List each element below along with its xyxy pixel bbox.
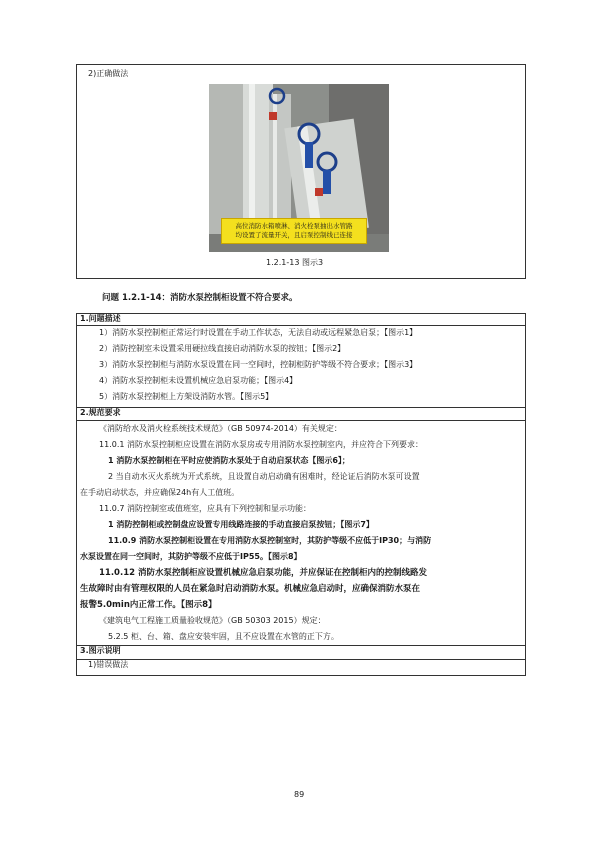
pipe-photo xyxy=(209,84,389,252)
divider-1 xyxy=(77,325,525,326)
spec-line: 11.0.1 消防水泵控制柜应设置在消防水泵房或专用消防水泵控制室内，并应符合下列要求： xyxy=(99,440,423,449)
spec-line: 1 消防控制柜或控制盘应设置专用线路连接的手动直接启泵按钮；【图示7】 xyxy=(108,520,374,529)
section1-item: 1）消防水泵控制柜正常运行时设置在手动工作状态，无法自动或远程紧急启泵；【图示1】 xyxy=(99,328,418,337)
photo-label-line2: 均设置了流量开关，且启泵控制线已连接 xyxy=(235,231,353,239)
figure-caption: 1.2.1-13 图示3 xyxy=(266,258,324,267)
divider-3 xyxy=(77,420,525,421)
section2-heading: 2.规范要求 xyxy=(80,408,121,417)
spec-line: 5.2.5 柜、台、箱、盘应安装牢固，且不应设置在水管的正下方。 xyxy=(108,632,339,641)
divider-5 xyxy=(77,659,525,660)
spec-line: 在手动启动状态，并应确保24h有人工值班。 xyxy=(80,488,240,497)
spec-line: 1 消防水泵控制柜在平时应使消防水泵处于自动启泵状态【图示6】； xyxy=(108,456,350,465)
divider-4 xyxy=(77,645,525,646)
spec-line: 生故障时由有管理权限的人员在紧急时启动消防水泵。机械应急启动时，应确保消防水泵在 xyxy=(80,584,421,594)
spec-line: 《消防给水及消火栓系统技术规范》（GB 50974-2014）有关规定： xyxy=(99,424,342,433)
divider-2 xyxy=(77,407,525,408)
spec-line: 《建筑电气工程施工质量验收规范》（GB 50303 2015）规定： xyxy=(99,616,326,625)
spec-line: 2 当自动水灭火系统为开式系统，且设置自动启动确有困难时，经论证后消防水泵可设置 xyxy=(108,472,420,481)
section1-item: 2）消防控制室未设置采用硬拉线直接启动消防水泵的按钮；【图示2】 xyxy=(99,344,346,353)
correct-practice-heading: 2)正确做法 xyxy=(88,69,129,78)
section3-sub: 1)错误做法 xyxy=(88,660,129,669)
spec-line: 11.0.7 消防控制室或值班室，应具有下列控制和显示功能： xyxy=(99,504,311,513)
section1-item: 4）消防水泵控制柜未设置机械应急启泵功能；【图示4】 xyxy=(99,376,298,385)
problem-title: 问题 1.2.1-14：消防水泵控制柜设置不符合要求。 xyxy=(102,293,298,303)
section3-heading: 3.图示说明 xyxy=(80,646,121,655)
spec-line: 11.0.9 消防水泵控制柜设置在专用消防水泵控制室时，其防护等级不应低于IP30；与消防 xyxy=(108,536,432,545)
spec-line: 水泵设置在同一空间时，其防护等级不应低于IP55。【图示8】 xyxy=(80,552,302,561)
section1-item: 3）消防水泵控制柜与消防水泵设置在同一空间时，控制柜防护等级不符合要求；【图示3】 xyxy=(99,360,418,369)
page-number: 89 xyxy=(294,790,305,799)
section1-heading: 1.问题描述 xyxy=(80,314,121,323)
photo-label-tag xyxy=(221,218,367,244)
spec-line: 11.0.12 消防水泵控制柜应设置机械应急启泵功能，并应保证在控制柜内的控制线路发 xyxy=(99,568,427,578)
spec-line: 报警5.0min内正常工作。【图示8】 xyxy=(80,600,217,610)
section1-item: 5）消防水泵控制柜上方架设消防水管。【图示5】 xyxy=(99,392,274,401)
photo-label-line1: 高位消防水箱喷淋、消火栓泵抽出水管路 xyxy=(235,222,353,230)
